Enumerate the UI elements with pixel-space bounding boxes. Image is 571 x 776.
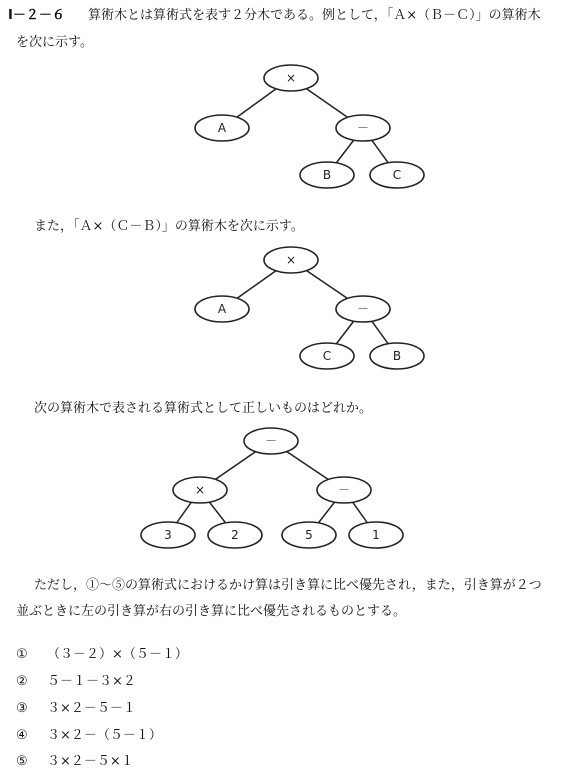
option-expression: ３×２－５－１	[47, 701, 136, 716]
tree3-label-left-left: 3	[164, 528, 172, 542]
tree1-label-left: A	[217, 121, 227, 135]
tree3-label-left: ×	[194, 483, 206, 497]
option-number: ④	[16, 728, 28, 743]
option-number: ③	[16, 701, 28, 716]
arithmetic-tree-1	[0, 60, 571, 190]
tree3-label-right-right: 1	[372, 528, 380, 542]
option-expression: ５－１－３×２	[47, 674, 136, 689]
tree1-label-root: ×	[285, 71, 297, 85]
option-number: ①	[16, 647, 28, 662]
tree3-label-right-left: 5	[305, 528, 313, 542]
option-expression: （３－２）×（５－１）	[47, 647, 188, 662]
note-line1: ただし，①～⑤の算術式におけるかけ算は引き算に比べ優先され，また，引き算が２つ	[34, 578, 542, 593]
tree3-label-right: －	[337, 483, 351, 497]
tree1-label-right-right: C	[392, 168, 402, 182]
tree1-label-right-left: B	[322, 168, 332, 182]
option-expression: ３×２－（５－１）	[47, 728, 162, 743]
arithmetic-tree-3	[0, 424, 571, 564]
arithmetic-tree-2	[0, 241, 571, 371]
tree2-label-left: A	[217, 302, 227, 316]
tree2-label-right-left: C	[322, 349, 332, 363]
question-prompt: 次の算術木で表される算術式として正しいものはどれか。	[34, 401, 373, 416]
option-number: ②	[16, 674, 28, 689]
tree3-label-left-right: 2	[231, 528, 239, 542]
question-number: Ⅰ－２－６	[8, 8, 65, 23]
question-intro-line2: を次に示す。	[16, 35, 93, 50]
tree2-label-right-right: B	[392, 349, 402, 363]
option-number: ⑤	[16, 754, 28, 769]
second-example-text: また，「Ａ×（Ｃ－Ｂ）」の算術木を次に示す。	[34, 219, 304, 234]
option-expression: ３×２－５×１	[47, 754, 134, 769]
tree1-label-right: －	[356, 121, 370, 135]
note-line2: 並ぶときに左の引き算が右の引き算に比べ優先されるものとする。	[16, 604, 407, 619]
tree3-label-root: －	[264, 434, 278, 448]
tree2-label-right: －	[356, 302, 370, 316]
question-intro-line1: 算術木とは算術式を表す２分木である。例として，「Ａ×（Ｂ－Ｃ）」の算術木	[88, 8, 541, 23]
tree2-label-root: ×	[285, 253, 297, 267]
